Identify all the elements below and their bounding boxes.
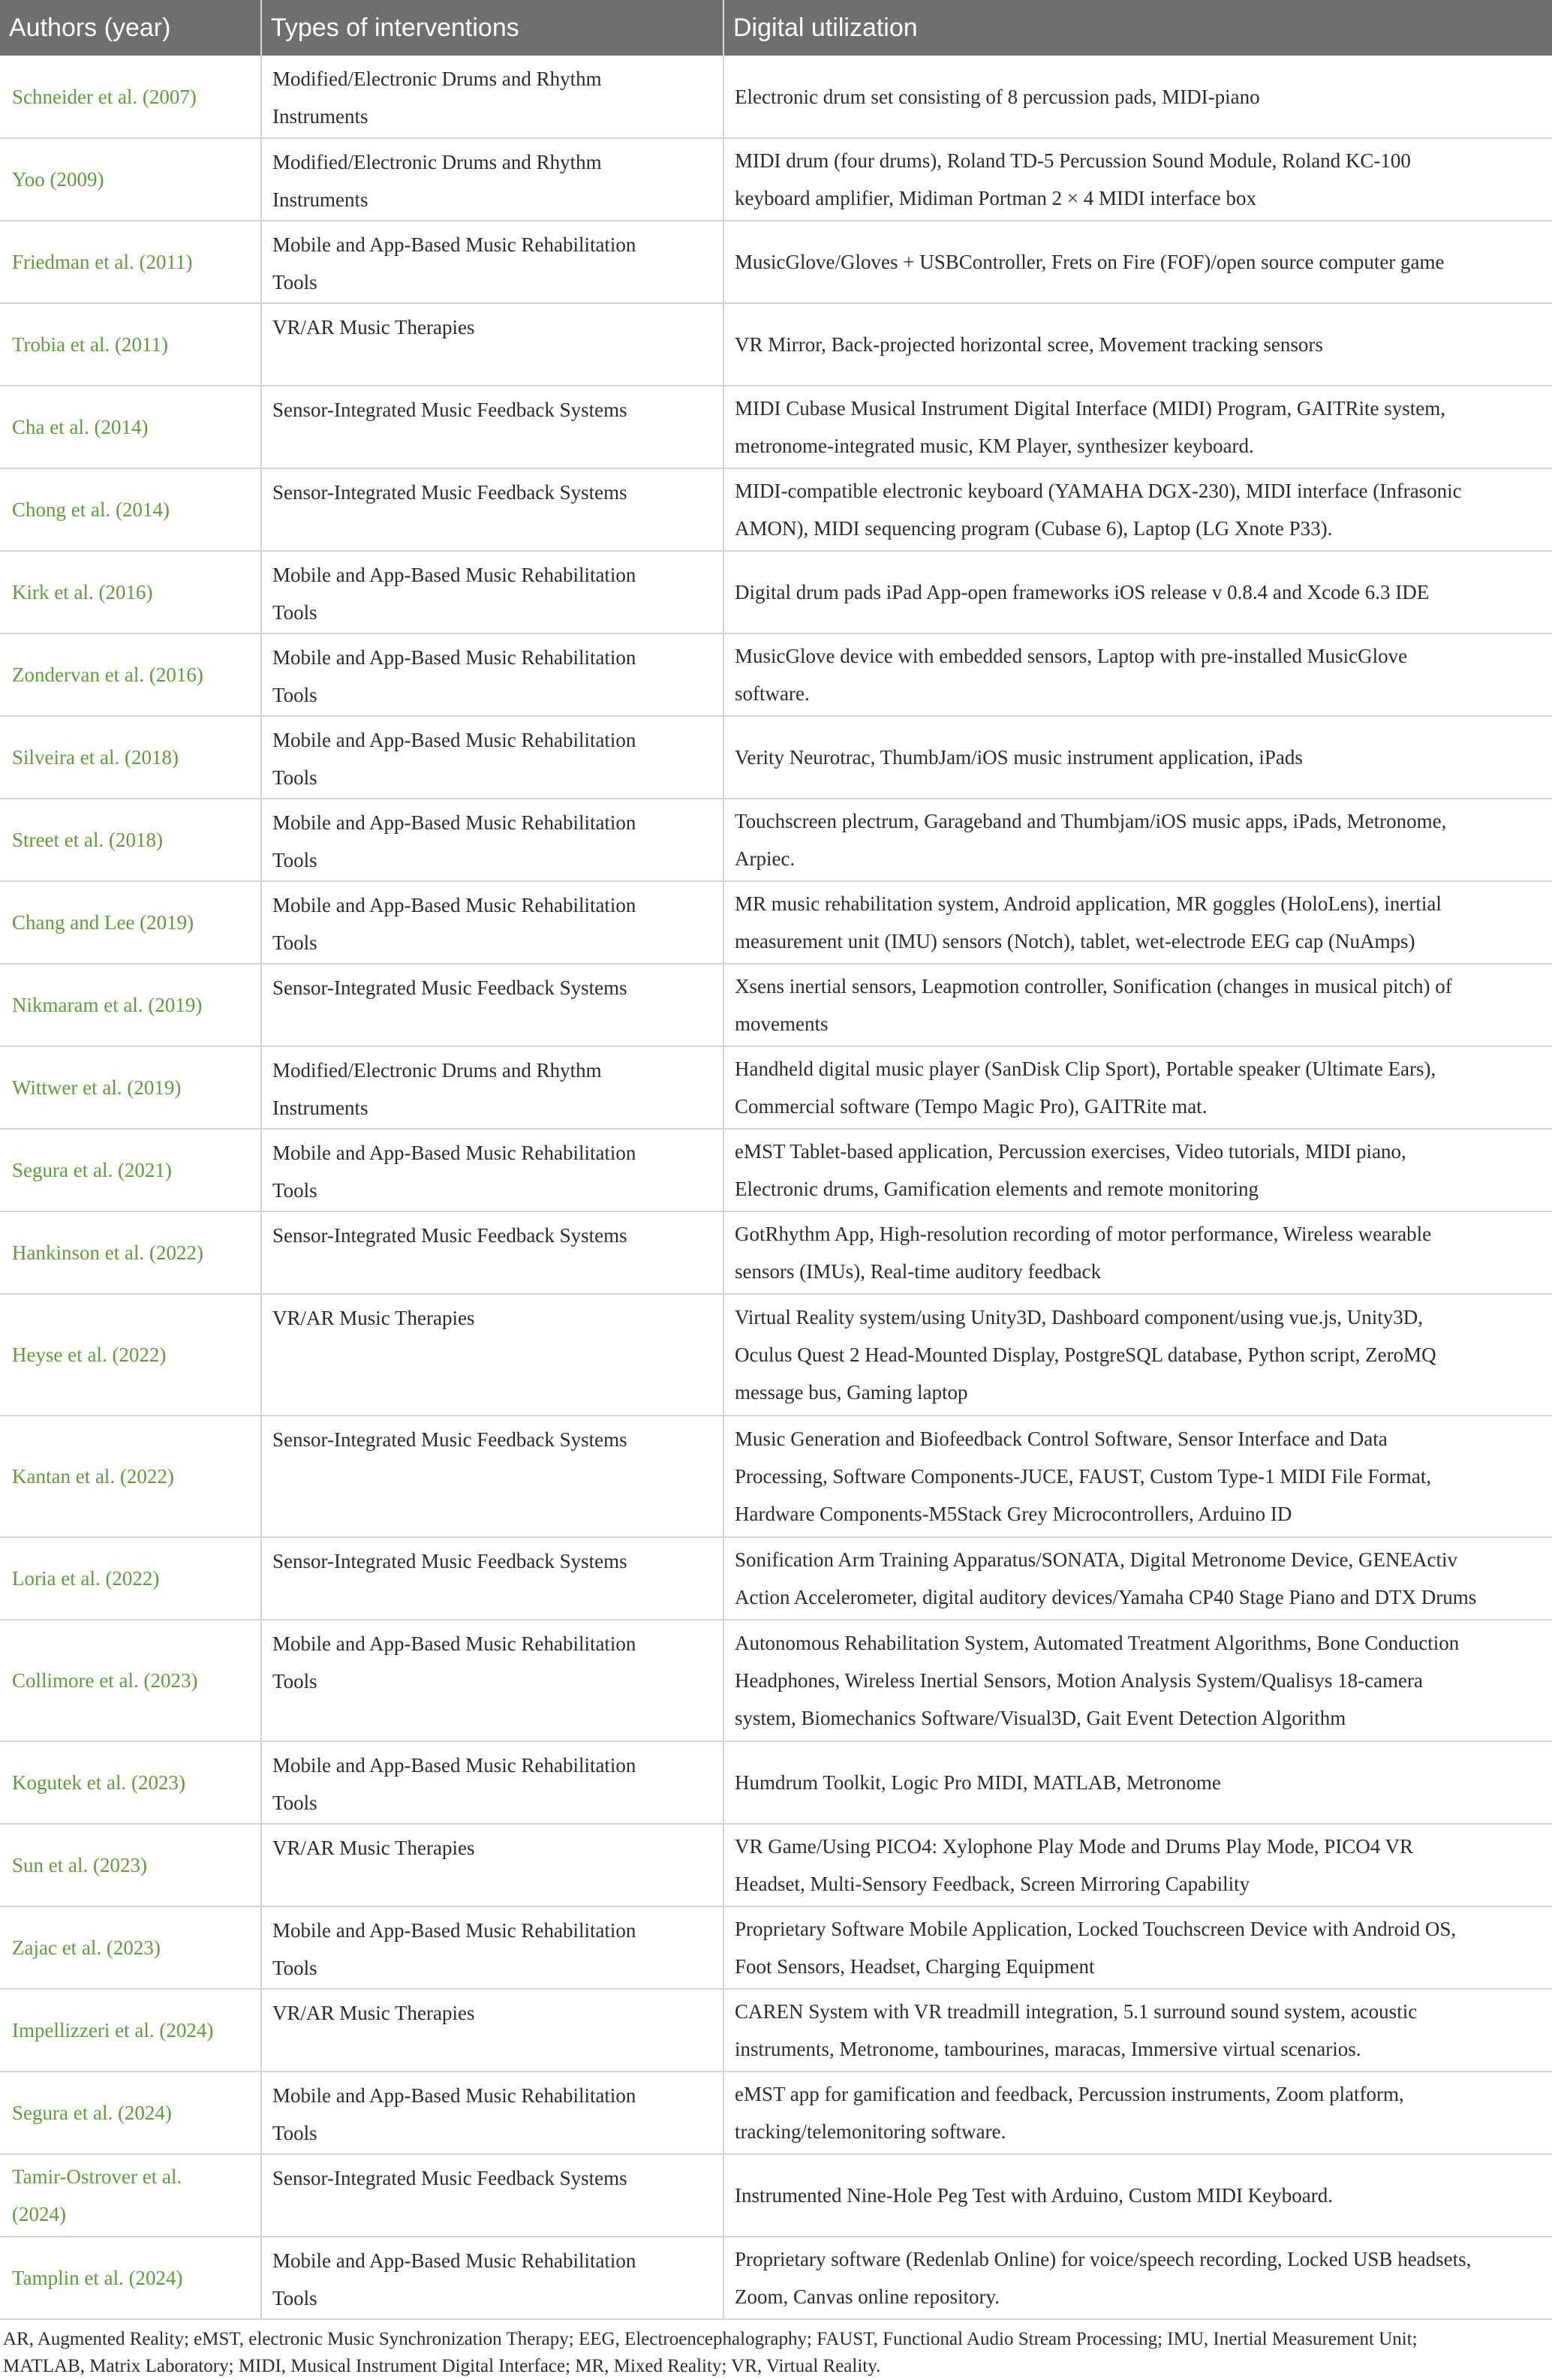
intervention-type-cell: Mobile and App-Based Music Rehabilitation Tools	[261, 1129, 723, 1211]
table-row	[0, 881, 1552, 964]
author-cell[interactable]: Zondervan et al. (2016)	[0, 633, 261, 716]
table-row	[0, 2154, 1552, 2237]
table-row	[0, 799, 1552, 881]
digital-utilization-cell: MIDI-compatible electronic keyboard (YAMAHA DGX-230), MIDI interface (Infrasonic AMON), MIDI sequencing program (Cubase 6), Laptop (LG Xnote P33).	[723, 468, 1552, 551]
table-body	[0, 56, 1552, 2319]
table-row	[0, 1294, 1552, 1416]
table-row	[0, 1824, 1552, 1906]
table-row	[0, 1416, 1552, 1537]
table-row	[0, 964, 1552, 1046]
intervention-type-cell: Mobile and App-Based Music Rehabilitation Tools	[261, 221, 723, 303]
digital-utilization-cell: Virtual Reality system/using Unity3D, Dashboard component/using vue.js, Unity3D, Oculus Quest 2 Head-Mounted Display, PostgreSQL database, Python script, ZeroMQ message bus, Gaming laptop	[723, 1294, 1552, 1416]
intervention-type-cell: Mobile and App-Based Music Rehabilitation Tools	[261, 1741, 723, 1824]
digital-utilization-cell: Music Generation and Biofeedback Control Software, Sensor Interface and Data Processing, Software Components-JUCE, FAUST, Custom Type-1 MIDI File Format, Hardware Components-M5Stack Grey Microcontrollers, Arduino ID	[723, 1416, 1552, 1537]
author-cell[interactable]: Chang and Lee (2019)	[0, 881, 261, 964]
author-cell[interactable]: Impellizzeri et al. (2024)	[0, 1989, 261, 2072]
digital-utilization-cell: Xsens inertial sensors, Leapmotion controller, Sonification (changes in musical pitch) of movements	[723, 964, 1552, 1046]
intervention-type-cell: Mobile and App-Based Music Rehabilitation Tools	[261, 881, 723, 964]
author-cell[interactable]: Collimore et al. (2023)	[0, 1620, 261, 1741]
intervention-type-cell: Mobile and App-Based Music Rehabilitation Tools	[261, 716, 723, 799]
intervention-type-cell: Sensor-Integrated Music Feedback Systems	[261, 386, 723, 468]
intervention-type-cell: Mobile and App-Based Music Rehabilitation Tools	[261, 2072, 723, 2154]
table-row	[0, 551, 1552, 633]
intervention-type-cell: Modified/Electronic Drums and Rhythm Instruments	[261, 138, 723, 221]
digital-utilization-cell: MIDI drum (four drums), Roland TD-5 Percussion Sound Module, Roland KC-100 keyboard amplifier, Midiman Portman 2 × 4 MIDI interface box	[723, 138, 1552, 221]
author-cell[interactable]: Segura et al. (2021)	[0, 1129, 261, 1211]
intervention-type-cell: Modified/Electronic Drums and Rhythm Instruments	[261, 1046, 723, 1129]
digital-utilization-cell: MIDI Cubase Musical Instrument Digital Interface (MIDI) Program, GAITRite system, metronome-integrated music, KM Player, synthesizer keyboard.	[723, 386, 1552, 468]
digital-utilization-cell: Handheld digital music player (SanDisk Clip Sport), Portable speaker (Ultimate Ears), Commercial software (Tempo Magic Pro), GAITRite mat.	[723, 1046, 1552, 1129]
digital-utilization-cell: MR music rehabilitation system, Android application, MR goggles (HoloLens), inertial measurement unit (IMU) sensors (Notch), tablet, wet-electrode EEG cap (NuAmps)	[723, 881, 1552, 964]
author-cell[interactable]: Sun et al. (2023)	[0, 1824, 261, 1906]
intervention-type-cell: Mobile and App-Based Music Rehabilitation Tools	[261, 551, 723, 633]
table-row	[0, 138, 1552, 221]
author-cell[interactable]: Kantan et al. (2022)	[0, 1416, 261, 1537]
intervention-type-cell: Sensor-Integrated Music Feedback Systems	[261, 1416, 723, 1537]
digital-utilization-cell: VR Game/Using PICO4: Xylophone Play Mode and Drums Play Mode, PICO4 VR Headset, Multi-Sensory Feedback, Screen Mirroring Capability	[723, 1824, 1552, 1906]
table-row	[0, 1129, 1552, 1211]
author-cell[interactable]: Nikmaram et al. (2019)	[0, 964, 261, 1046]
author-cell[interactable]: Loria et al. (2022)	[0, 1537, 261, 1620]
table-row	[0, 716, 1552, 799]
table-row	[0, 1741, 1552, 1824]
author-cell[interactable]: Trobia et al. (2011)	[0, 303, 261, 386]
table-row	[0, 2237, 1552, 2319]
author-cell[interactable]: Cha et al. (2014)	[0, 386, 261, 468]
intervention-type-cell: Sensor-Integrated Music Feedback Systems	[261, 1537, 723, 1620]
digital-utilization-cell: MusicGlove device with embedded sensors, Laptop with pre-installed MusicGlove software.	[723, 633, 1552, 716]
digital-utilization-cell: Humdrum Toolkit, Logic Pro MIDI, MATLAB, Metronome	[723, 1741, 1552, 1824]
intervention-type-cell: Sensor-Integrated Music Feedback Systems	[261, 1211, 723, 1294]
header-interventions: Types of interventions	[261, 0, 723, 56]
intervention-type-cell: Mobile and App-Based Music Rehabilitation Tools	[261, 1906, 723, 1989]
digital-utilization-cell: eMST Tablet-based application, Percussion exercises, Video tutorials, MIDI piano, Electronic drums, Gamification elements and remote monitoring	[723, 1129, 1552, 1211]
intervention-type-cell: Sensor-Integrated Music Feedback Systems	[261, 2154, 723, 2237]
intervention-type-cell: VR/AR Music Therapies	[261, 303, 723, 386]
digital-utilization-cell: CAREN System with VR treadmill integration, 5.1 surround sound system, acoustic instruments, Metronome, tambourines, maracas, Immersive virtual scenarios.	[723, 1989, 1552, 2072]
digital-utilization-cell: VR Mirror, Back-projected horizontal scree, Movement tracking sensors	[723, 303, 1552, 386]
author-cell[interactable]: Street et al. (2018)	[0, 799, 261, 881]
table-row	[0, 468, 1552, 551]
table-row	[0, 633, 1552, 716]
author-cell[interactable]: Wittwer et al. (2019)	[0, 1046, 261, 1129]
intervention-type-cell: VR/AR Music Therapies	[261, 1294, 723, 1416]
author-cell[interactable]: Silveira et al. (2018)	[0, 716, 261, 799]
author-cell[interactable]: Tamplin et al. (2024)	[0, 2237, 261, 2319]
table-row	[0, 1989, 1552, 2072]
digital-utilization-cell: MusicGlove/Gloves + USBController, Frets on Fire (FOF)/open source computer game	[723, 221, 1552, 303]
author-cell[interactable]: Friedman et al. (2011)	[0, 221, 261, 303]
table-row	[0, 1046, 1552, 1129]
intervention-type-cell: Modified/Electronic Drums and Rhythm Instruments	[261, 56, 723, 138]
header-row	[0, 0, 1552, 56]
header-authors: Authors (year)	[0, 0, 261, 56]
author-cell[interactable]: Chong et al. (2014)	[0, 468, 261, 551]
intervention-type-cell: VR/AR Music Therapies	[261, 1824, 723, 1906]
digital-utilization-cell: Touchscreen plectrum, Garageband and Thumbjam/iOS music apps, iPads, Metronome, Arpiec.	[723, 799, 1552, 881]
digital-utilization-cell: Proprietary Software Mobile Application, Locked Touchscreen Device with Android OS, Foot Sensors, Headset, Charging Equipment	[723, 1906, 1552, 1989]
intervention-type-cell: Mobile and App-Based Music Rehabilitation Tools	[261, 799, 723, 881]
header-digital-utilization: Digital utilization	[723, 0, 1552, 56]
intervention-type-cell: Mobile and App-Based Music Rehabilitation Tools	[261, 633, 723, 716]
digital-utilization-cell: Instrumented Nine-Hole Peg Test with Arduino, Custom MIDI Keyboard.	[723, 2154, 1552, 2237]
author-cell[interactable]: Segura et al. (2024)	[0, 2072, 261, 2154]
table-row	[0, 1537, 1552, 1620]
table-row	[0, 1906, 1552, 1989]
author-cell[interactable]: Tamir-Ostrover et al. (2024)	[0, 2154, 261, 2237]
digital-utilization-cell: Electronic drum set consisting of 8 percussion pads, MIDI-piano	[723, 56, 1552, 138]
table-footnote: AR, Augmented Reality; eMST, electronic Music Synchronization Therapy; EEG, Electroencephalography; FAUST, Functional Audio Stream Processing; IMU, Inertial Measurement Unit; MATLAB, Matrix Laboratory; MIDI, Musical Instrument Digital Interface; MR, Mixed Reality; VR, Virtual Reality.	[3, 2329, 1418, 2376]
table-row	[0, 2072, 1552, 2154]
table-row	[0, 1211, 1552, 1294]
intervention-type-cell: Sensor-Integrated Music Feedback Systems	[261, 964, 723, 1046]
table-row	[0, 386, 1552, 468]
author-cell[interactable]: Yoo (2009)	[0, 138, 261, 221]
digital-utilization-cell: Verity Neurotrac, ThumbJam/iOS music instrument application, iPads	[723, 716, 1552, 799]
author-cell[interactable]: Kirk et al. (2016)	[0, 551, 261, 633]
intervention-type-cell: VR/AR Music Therapies	[261, 1989, 723, 2072]
digital-utilization-cell: Proprietary software (Redenlab Online) for voice/speech recording, Locked USB headsets, Zoom, Canvas online repository.	[723, 2237, 1552, 2319]
intervention-type-cell: Mobile and App-Based Music Rehabilitation Tools	[261, 2237, 723, 2319]
author-cell[interactable]: Hankinson et al. (2022)	[0, 1211, 261, 1294]
digital-utilization-cell: GotRhythm App, High-resolution recording of motor performance, Wireless wearable sensors (IMUs), Real-time auditory feedback	[723, 1211, 1552, 1294]
intervention-type-cell: Mobile and App-Based Music Rehabilitation Tools	[261, 1620, 723, 1741]
table-row	[0, 221, 1552, 303]
author-cell[interactable]: Heyse et al. (2022)	[0, 1294, 261, 1416]
table-header	[0, 0, 1552, 56]
author-cell[interactable]: Zajac et al. (2023)	[0, 1906, 261, 1989]
author-cell[interactable]: Schneider et al. (2007)	[0, 56, 261, 138]
table-row	[0, 303, 1552, 386]
intervention-type-cell: Sensor-Integrated Music Feedback Systems	[261, 468, 723, 551]
digital-utilization-cell: eMST app for gamification and feedback, Percussion instruments, Zoom platform, tracking/telemonitoring software.	[723, 2072, 1552, 2154]
digital-utilization-cell: Digital drum pads iPad App-open frameworks iOS release v 0.8.4 and Xcode 6.3 IDE	[723, 551, 1552, 633]
digital-utilization-cell: Sonification Arm Training Apparatus/SONATA, Digital Metronome Device, GENEActiv Action Accelerometer, digital auditory devices/Yamaha CP40 Stage Piano and DTX Drums	[723, 1537, 1552, 1620]
author-cell[interactable]: Kogutek et al. (2023)	[0, 1741, 261, 1824]
digital-utilization-cell: Autonomous Rehabilitation System, Automated Treatment Algorithms, Bone Conduction Headphones, Wireless Inertial Sensors, Motion Analysis System/Qualisys 18-camera system, Biomechanics Software/Visual3D, Gait Event Detection Algorithm	[723, 1620, 1552, 1741]
table-row	[0, 56, 1552, 138]
table-row	[0, 1620, 1552, 1741]
